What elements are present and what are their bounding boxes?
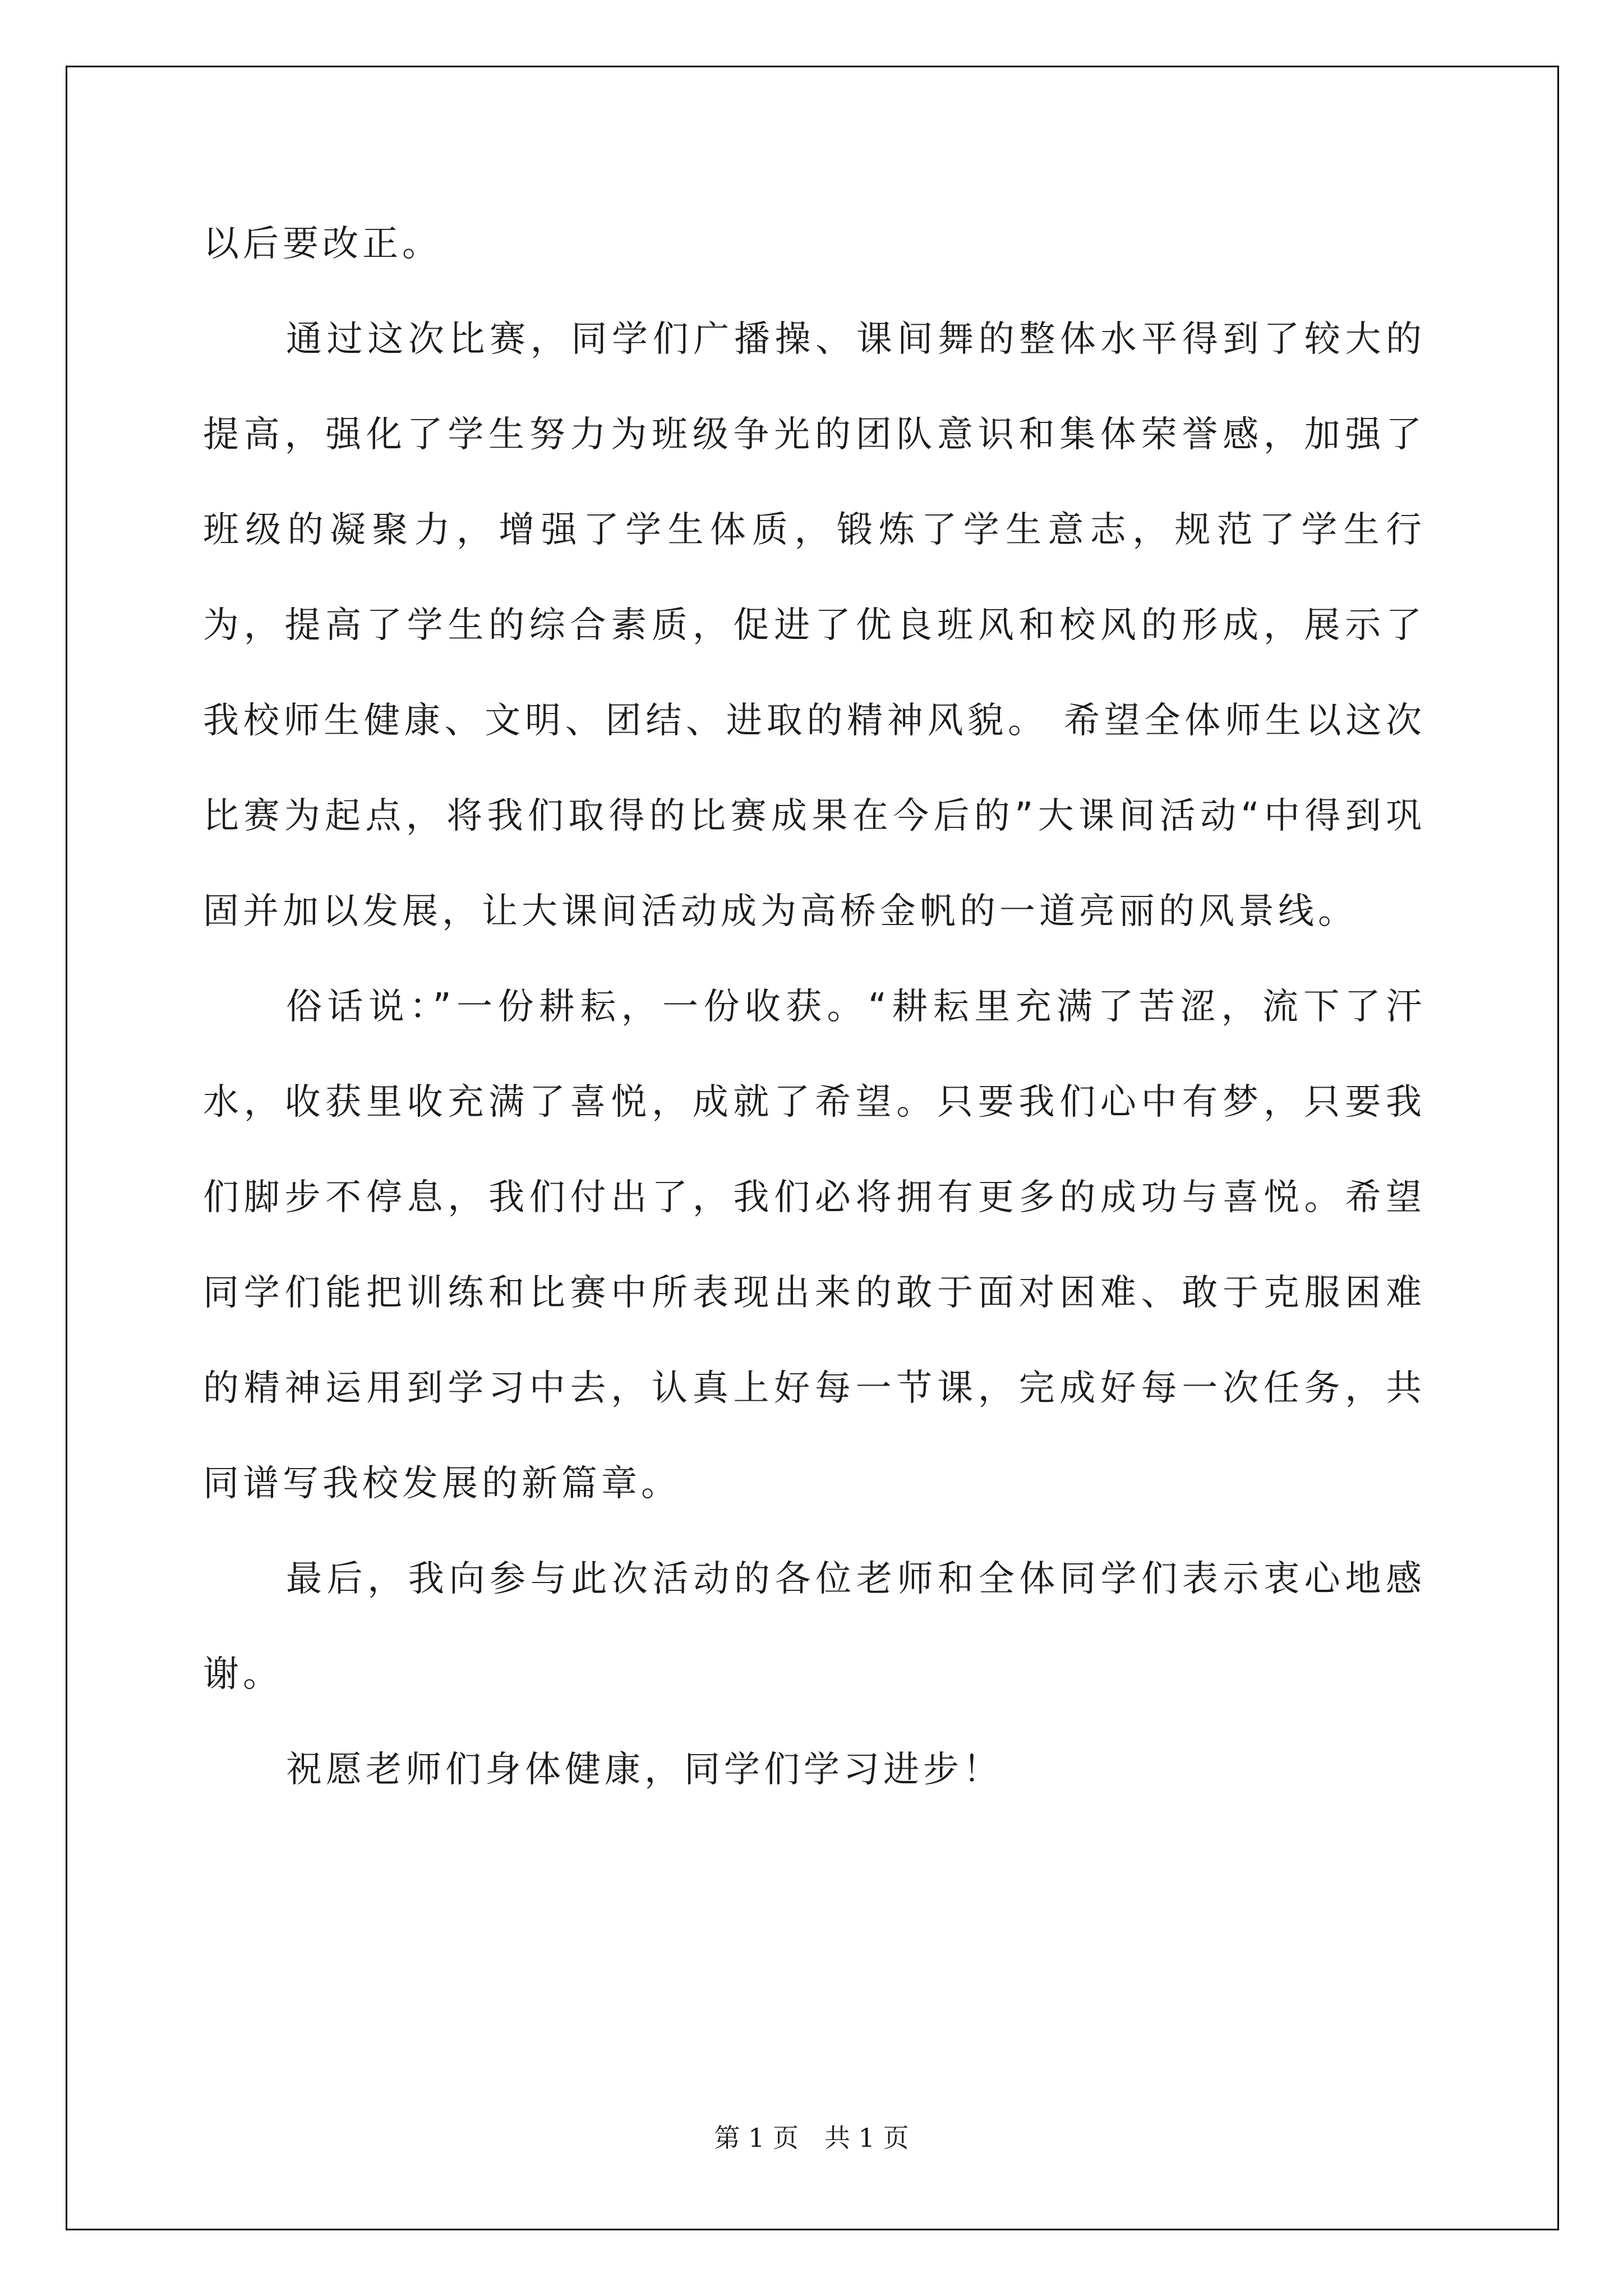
paragraph-3: 俗话说：”一份耕耘，一份收获。“耕耘里充满了苦涩，流下了汗水，收获里收充满了喜悦，成就了希望。只要我们心中有梦，只要我们脚步不停息，我们付出了，我们必将拥有更多的成功与喜悦。希望同学们能把训练和比赛中所表现出来的敢于面对困难、敢于克服困难的精神运用到学习中去，认真上好每一节课，完成好每一次任务，共同谱写我校发展的新篇章。 [203, 986, 1426, 1504]
paragraph-4: 最后，我向参与此次活动的各位老师和全体同学们表示衷心地感谢。 [203, 1558, 1426, 1695]
page-number-footer: 第 1 页 共 1 页 [714, 2123, 909, 2153]
paragraph-5: 祝愿老师们身体健康，同学们学习进步！ [286, 1749, 1003, 1791]
paragraph-1: 以后要改正。 [203, 223, 442, 265]
paragraph-2: 通过这次比赛，同学们广播操、课间舞的整体水平得到了较大的提高，强化了学生努力为班级争光的团队意识和集体荣誉感，加强了班级的凝聚力，增强了学生体质，锻炼了学生意志，规范了学生行为，提高了学生的综合素质，促进了优良班风和校风的形成，展示了我校师生健康、文明、团结、进取的精神风貌。 希望全体师生以这次比赛为起点，将我们取得的比赛成果在今后的”大课间活动“中得到巩固并加以发展，让大课间活动成为高桥金帆的一道亮丽的风景线。 [203, 319, 1426, 932]
document-body [203, 196, 1426, 1818]
